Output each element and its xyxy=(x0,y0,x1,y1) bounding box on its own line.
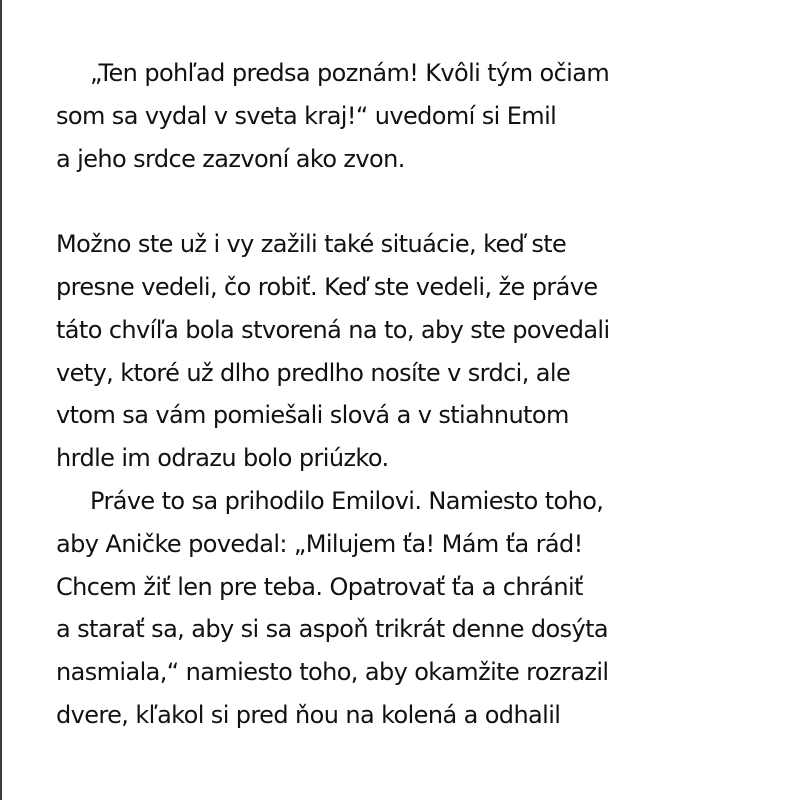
text-line: vety, ktoré už dlho predlho nosíte v srdci, ale xyxy=(56,358,571,387)
text-line: a jeho srdce zazvoní ako zvon. xyxy=(56,144,405,173)
paragraph-spacer xyxy=(56,180,796,223)
text-body xyxy=(56,52,796,737)
text-line: Chcem žiť len pre teba. Opatrovať ťa a chrániť xyxy=(56,572,583,601)
text-line: presne vedeli, čo robiť. Keď ste vedeli, že práve xyxy=(56,272,598,301)
page-edge-line xyxy=(0,0,2,800)
text-line: dvere, kľakol si pred ňou na kolená a odhalil xyxy=(56,700,561,729)
paragraph-2 xyxy=(56,223,796,480)
text-line: aby Aničke povedal: „Milujem ťa! Mám ťa rád! xyxy=(56,529,583,558)
text-line: Práve to sa prihodilo Emilovi. Namiesto toho, xyxy=(90,486,604,515)
text-line: som sa vydal v sveta kraj!“ uvedomí si Emil xyxy=(56,101,557,130)
text-line: Možno ste už i vy zažili také situácie, keď ste xyxy=(56,230,567,259)
text-line: „Ten pohľad predsa poznám! Kvôli tým očiam xyxy=(90,59,610,87)
text-line: hrdle im odrazu bolo priúzko. xyxy=(56,444,389,473)
text-line: nasmiala,“ namiesto toho, aby okamžite rozrazil xyxy=(56,658,609,687)
paragraph-3 xyxy=(56,480,796,737)
paragraph-1 xyxy=(56,52,796,180)
text-line: a starať sa, aby si sa aspoň trikrát denne dosýta xyxy=(56,615,609,644)
text-line: táto chvíľa bola stvorená na to, aby ste povedali xyxy=(56,315,610,344)
text-line: vtom sa vám pomiešali slová a v stiahnutom xyxy=(56,401,569,430)
